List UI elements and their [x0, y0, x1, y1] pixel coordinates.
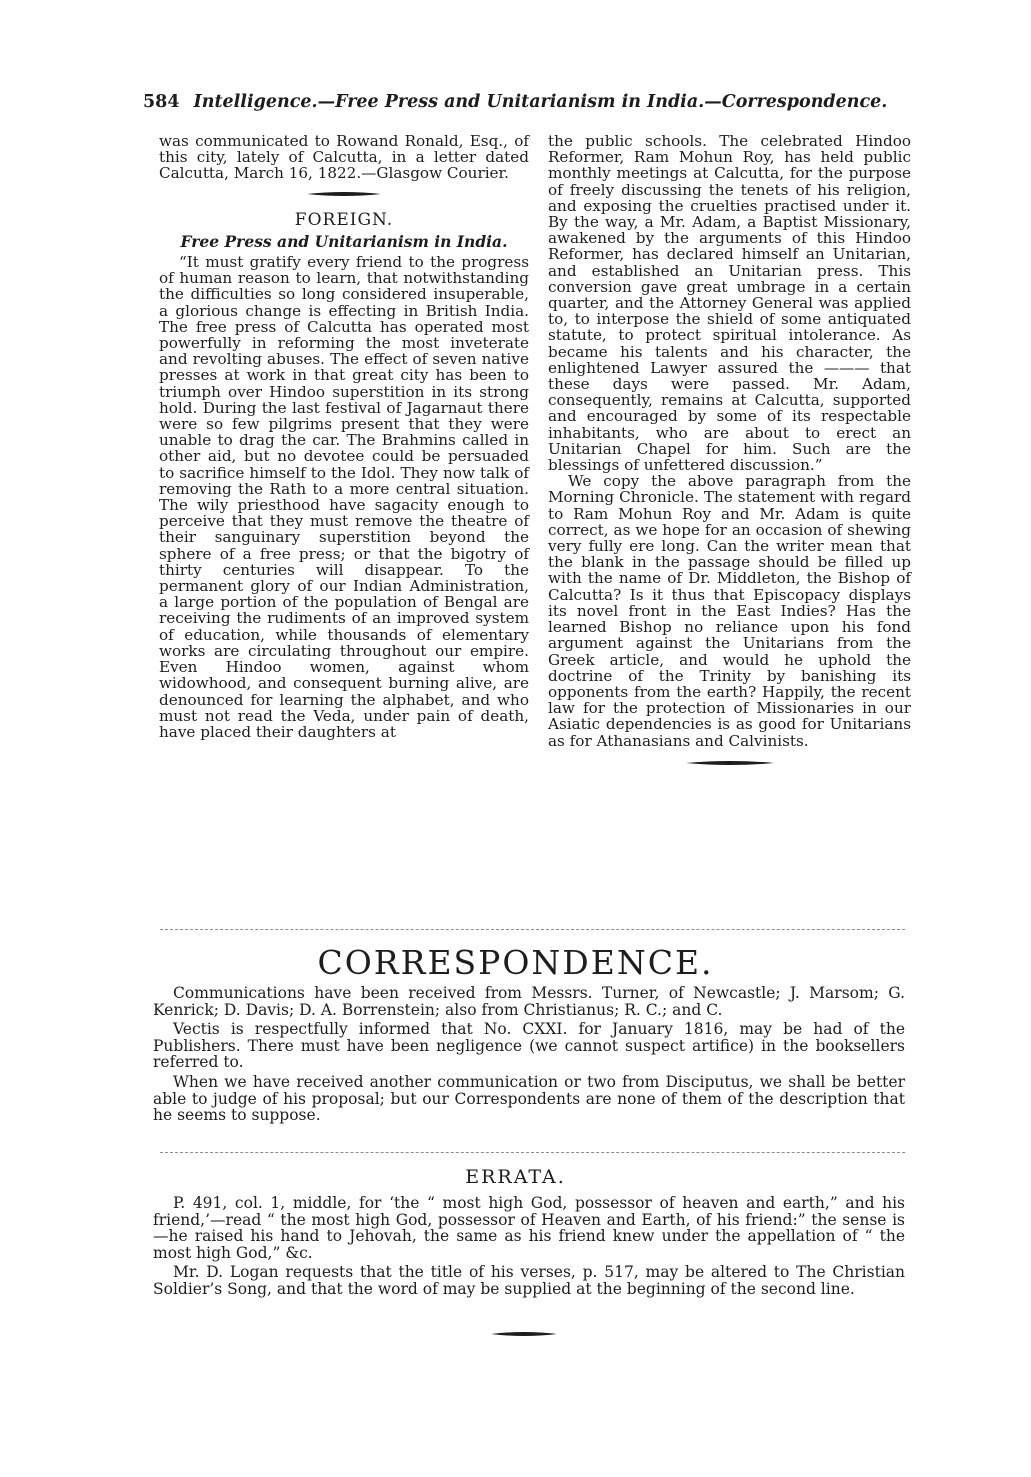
- article-continued: the public schools. The celebrated Hindoo Reformer, Ram Mohun Roy, has held public monthly meetings at Calcutta, for the purpose of freely discussing the tenets of his religion, and exposing the cruelties practised under it. By the way, a Mr. Adam, a Baptist Missionary, awakened by the arguments of this Hindoo Reformer, has declared himself an Unitarian, and established an Unitarian press. This conversion gave great umbrage in a certain quarter, and the Attorney General was applied to, to interpose the shield of some antiquated statute, to protect spiritual intolerance. As became his talents and his character, the enlightened Lawyer assured the ——— that these days were passed. Mr. Adam, consequently, remains at Calcutta, supported and encouraged by some of its respectable inhabitants, who are about to erect an Unitarian Chapel for him. Such are the blessings of unfettered discussion.”: [548, 132, 911, 475]
- running-head: [143, 92, 903, 112]
- running-head-title: Intelligence.—Free Press and Unitarianism in India.—Correspondence.: [193, 92, 888, 112]
- dashed-rule: [160, 929, 905, 930]
- ornament-divider: [686, 759, 774, 767]
- correspondence-paragraph: When we have received another communication or two from Disciputus, we shall be better able to judge of his proposal; but our Correspondents are none of them of the description that he seems to suppose.: [153, 1072, 905, 1125]
- correspondence-paragraph: Vectis is respectfully informed that No. CXXI. for January 1816, may be had of the Publishers. There must have been negligence (we cannot suspect artifice) in the booksellers referred to.: [153, 1020, 905, 1072]
- errata-heading: ERRATA.: [465, 1166, 566, 1188]
- section-title-foreign: FOREIGN.: [294, 209, 394, 230]
- dashed-rule: [160, 1152, 905, 1153]
- ornament-divider: [307, 190, 381, 198]
- errata-paragraph: P. 491, col. 1, middle, for ‘the “ most high God, possessor of heaven and earth,” and his friend,’—read “ the most high God, possessor of Heaven and Earth, of his friend:” the sense is—he raised his hand to Jehovah, the same as his friend knew under the appellation of “ the most high God,” &c.: [153, 1194, 905, 1262]
- left-column: [159, 133, 529, 740]
- article-subheading: Free Press and Unitarianism in India.: [180, 231, 508, 251]
- errata-paragraph: Mr. D. Logan requests that the title of his verses, p. 517, may be altered to The Christian Soldier’s Song, and that the word of may be supplied at the beginning of the second line.: [153, 1263, 905, 1298]
- right-column: [548, 133, 911, 775]
- correspondence-section: [153, 985, 905, 1127]
- correspondence-heading: CORRESPONDENCE.: [317, 943, 714, 982]
- ornament-divider: [491, 1330, 557, 1338]
- editorial-comment: We copy the above paragraph from the Morning Chronicle. The statement with regard to Ram Mohun Roy and Mr. Adam is quite correct, as we hope for an occasion of shewing very fully ere long. Can the writer mean that the blank in the passage should be filled up with the name of Dr. Middleton, the Bishop of Calcutta? Is it thus that Episcopacy displays its novel front in the East Indies? Has the learned Bishop no reliance upon his fond argument against the Unitarians from the Greek article, and would he uphold the doctrine of the Trinity by banishing its opponents from the earth? Happily, the recent law for the protection of Missionaries in our Asiatic dependencies is as good for Unitarians as for Athanasians and Calvinists.: [548, 472, 911, 750]
- continued-paragraph: was communicated to Rowand Ronald, Esq., of this city, lately of Calcutta, in a letter dated Calcutta, March 16, 1822.—Glasgow Courier.: [159, 132, 529, 183]
- article-body: “It must gratify every friend to the progress of human reason to learn, that notwithstanding the difficulties so long considered insuperable, a glorious change is effecting in British India. The free press of Calcutta has operated most powerfully in reforming the most inveterate and revolting abuses. The effect of seven native presses at work in that great city has been to triumph over Hindoo superstition in its strong hold. During the last festival of Jagarnaut there were so few pilgrims present that they were unable to drag the car. The Brahmins called in other aid, but no devotee could be persuaded to sacrifice himself to the Idol. They now talk of removing the Rath to a more central situation. The wily priesthood have sagacity enough to perceive that they must remove the theatre of their sanguinary superstition beyond the sphere of a free press; or that the bigotry of thirty centuries will disappear. To the permanent glory of our Indian Administration, a large portion of the population of Bengal are receiving the rudiments of an improved system of education, while thousands of elementary works are circulating throughout our empire. Even Hindoo women, against whom widowhood, and consequent burning alive, are denounced for learning the alphabet, and who must not read the Veda, under pain of death, have placed their daughters at: [159, 253, 529, 741]
- errata-section: [153, 1195, 905, 1301]
- page-number: 584: [143, 92, 180, 112]
- correspondence-paragraph: Communications have been received from Messrs. Turner, of Newcastle; J. Marsom; G. Kenrick; D. Davis; D. A. Borrenstein; also from Christianus; R. C.; and C.: [153, 984, 905, 1019]
